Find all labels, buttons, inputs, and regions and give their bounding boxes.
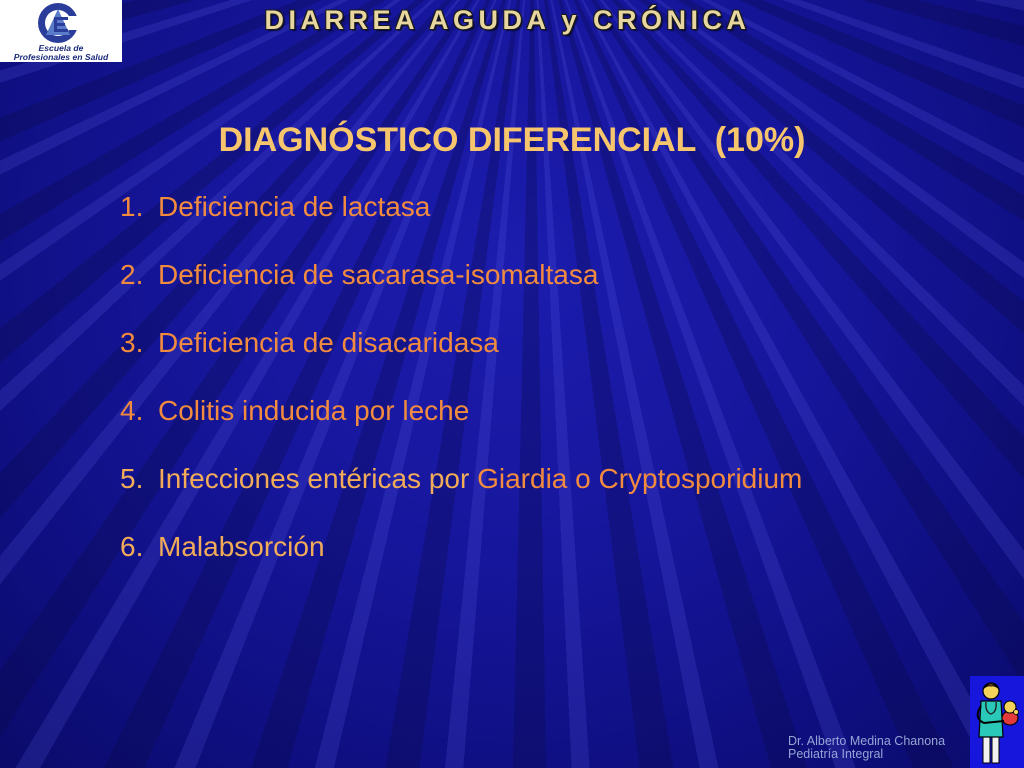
list-item-number: 3. — [120, 327, 144, 358]
author-specialty: Pediatría Integral — [788, 747, 884, 761]
doctor-leg-left — [983, 736, 990, 763]
logo-caption-line2: Profesionales en Salud — [13, 51, 109, 62]
doctor-leg-right — [992, 736, 999, 763]
list-item-number: 2. — [120, 259, 144, 290]
list-item-text: Infecciones entéricas por — [158, 463, 470, 494]
list-item-number: 1. — [120, 191, 144, 222]
list-item — [120, 463, 980, 531]
list-item — [120, 531, 980, 599]
list-item-text: Deficiencia de sacarasa-isomaltasa — [158, 259, 599, 290]
author-credit — [788, 735, 968, 761]
doctor-coat — [979, 701, 1003, 737]
list-item-text: Deficiencia de lactasa — [158, 191, 431, 222]
list-item-text: Malabsorción — [158, 531, 325, 562]
doctor-with-baby-clipart — [970, 676, 1024, 768]
list-item — [120, 395, 980, 463]
list-item-text: Deficiencia de disacaridasa — [158, 327, 499, 358]
list-item-number: 5. — [120, 463, 144, 494]
list-item — [120, 327, 980, 395]
differential-diagnosis-list — [120, 191, 980, 599]
logo-caption — [0, 44, 122, 61]
list-item — [120, 259, 980, 327]
list-item-text-continued: Giardia o Cryptosporidium — [477, 463, 803, 494]
logo-caption-line1: Escuela de — [38, 43, 84, 53]
list-item-text: Colitis inducida por leche — [158, 395, 470, 426]
author-name: Dr. Alberto Medina Chanona — [788, 734, 946, 748]
slide-title: DIARREA AGUDA y CRÓNICA — [264, 5, 751, 35]
list-item — [120, 191, 980, 259]
baby-bow — [1014, 710, 1019, 715]
section-heading: DIAGNÓSTICO DIFERENCIAL (10%) — [218, 121, 806, 159]
doctor-with-baby-icon — [970, 676, 1024, 768]
list-item-number: 4. — [120, 395, 144, 426]
list-item-number: 6. — [120, 531, 144, 562]
